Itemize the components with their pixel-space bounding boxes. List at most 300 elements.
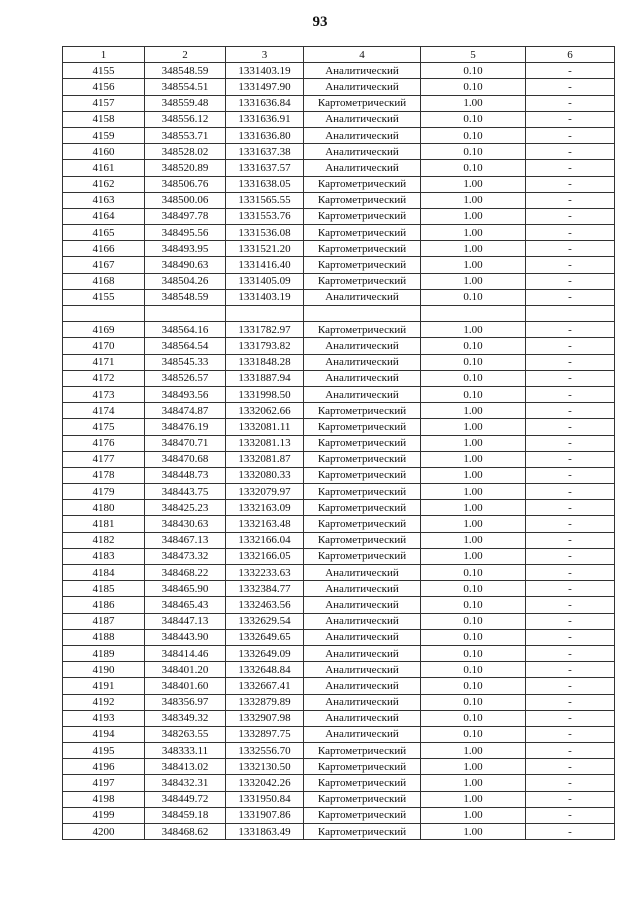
column-header-4: 4 xyxy=(304,47,421,63)
method-cell: Аналитический xyxy=(304,370,421,386)
accuracy-cell: 1.00 xyxy=(421,176,526,192)
y-coordinate-cell: 1332907.98 xyxy=(226,710,304,726)
x-coordinate-cell: 348493.56 xyxy=(145,386,226,402)
y-coordinate-cell: 1332649.09 xyxy=(226,645,304,661)
x-coordinate-cell: 348356.97 xyxy=(145,694,226,710)
accuracy-cell: 0.10 xyxy=(421,662,526,678)
accuracy-cell: 1.00 xyxy=(421,435,526,451)
table-row xyxy=(63,710,615,726)
accuracy-cell: 0.10 xyxy=(421,565,526,581)
table-row xyxy=(63,176,615,192)
table-row xyxy=(63,516,615,532)
point-number-cell xyxy=(63,306,145,322)
method-cell: Картометрический xyxy=(304,451,421,467)
method-cell: Картометрический xyxy=(304,484,421,500)
point-number-cell: 4175 xyxy=(63,419,145,435)
method-cell: Аналитический xyxy=(304,645,421,661)
table-row xyxy=(63,63,615,79)
point-number-cell: 4195 xyxy=(63,743,145,759)
y-coordinate-cell: 1331536.08 xyxy=(226,225,304,241)
note-cell: - xyxy=(526,403,615,419)
accuracy-cell: 0.10 xyxy=(421,581,526,597)
accuracy-cell: 0.10 xyxy=(421,597,526,613)
accuracy-cell: 0.10 xyxy=(421,127,526,143)
accuracy-cell: 1.00 xyxy=(421,241,526,257)
accuracy-cell: 1.00 xyxy=(421,743,526,759)
point-number-cell: 4156 xyxy=(63,79,145,95)
y-coordinate-cell: 1331637.57 xyxy=(226,160,304,176)
x-coordinate-cell: 348425.23 xyxy=(145,500,226,516)
accuracy-cell: 1.00 xyxy=(421,257,526,273)
table-body xyxy=(63,63,615,840)
point-number-cell: 4176 xyxy=(63,435,145,451)
y-coordinate-cell: 1332080.33 xyxy=(226,467,304,483)
accuracy-cell: 0.10 xyxy=(421,160,526,176)
method-cell: Картометрический xyxy=(304,322,421,338)
y-coordinate-cell: 1331636.84 xyxy=(226,95,304,111)
point-number-cell: 4158 xyxy=(63,111,145,127)
method-cell: Аналитический xyxy=(304,678,421,694)
table-row xyxy=(63,824,615,840)
y-coordinate-cell: 1331636.91 xyxy=(226,111,304,127)
point-number-cell: 4155 xyxy=(63,63,145,79)
x-coordinate-cell: 348545.33 xyxy=(145,354,226,370)
point-number-cell: 4182 xyxy=(63,532,145,548)
point-number-cell: 4184 xyxy=(63,565,145,581)
y-coordinate-cell: 1331497.90 xyxy=(226,79,304,95)
table-row xyxy=(63,759,615,775)
accuracy-cell xyxy=(421,306,526,322)
x-coordinate-cell: 348528.02 xyxy=(145,144,226,160)
method-cell: Картометрический xyxy=(304,95,421,111)
accuracy-cell: 1.00 xyxy=(421,807,526,823)
note-cell: - xyxy=(526,791,615,807)
table-row xyxy=(63,726,615,742)
note-cell: - xyxy=(526,225,615,241)
accuracy-cell: 0.10 xyxy=(421,710,526,726)
note-cell: - xyxy=(526,338,615,354)
y-coordinate-cell: 1331565.55 xyxy=(226,192,304,208)
y-coordinate-cell: 1332166.04 xyxy=(226,532,304,548)
table-row xyxy=(63,629,615,645)
method-cell: Картометрический xyxy=(304,192,421,208)
y-coordinate-cell: 1332079.97 xyxy=(226,484,304,500)
y-coordinate-cell: 1332233.63 xyxy=(226,565,304,581)
x-coordinate-cell: 348553.71 xyxy=(145,127,226,143)
column-header-6: 6 xyxy=(526,47,615,63)
x-coordinate-cell: 348470.71 xyxy=(145,435,226,451)
y-coordinate-cell: 1332384.77 xyxy=(226,581,304,597)
table-row xyxy=(63,225,615,241)
x-coordinate-cell: 348506.76 xyxy=(145,176,226,192)
accuracy-cell: 1.00 xyxy=(421,467,526,483)
note-cell: - xyxy=(526,645,615,661)
table-row xyxy=(63,354,615,370)
note-cell: - xyxy=(526,241,615,257)
method-cell: Аналитический xyxy=(304,338,421,354)
point-number-cell: 4161 xyxy=(63,160,145,176)
note-cell: - xyxy=(526,176,615,192)
note-cell: - xyxy=(526,451,615,467)
x-coordinate-cell: 348432.31 xyxy=(145,775,226,791)
note-cell: - xyxy=(526,386,615,402)
table-row xyxy=(63,743,615,759)
note-cell: - xyxy=(526,273,615,289)
point-number-cell: 4185 xyxy=(63,581,145,597)
point-number-cell: 4177 xyxy=(63,451,145,467)
note-cell: - xyxy=(526,370,615,386)
method-cell: Аналитический xyxy=(304,694,421,710)
method-cell: Аналитический xyxy=(304,386,421,402)
method-cell: Аналитический xyxy=(304,629,421,645)
y-coordinate-cell: 1331405.09 xyxy=(226,273,304,289)
accuracy-cell: 0.10 xyxy=(421,111,526,127)
table-row xyxy=(63,775,615,791)
y-coordinate-cell: 1332081.11 xyxy=(226,419,304,435)
table-row xyxy=(63,435,615,451)
point-number-cell: 4164 xyxy=(63,208,145,224)
point-number-cell: 4168 xyxy=(63,273,145,289)
accuracy-cell: 0.10 xyxy=(421,338,526,354)
note-cell: - xyxy=(526,160,615,176)
table-row xyxy=(63,467,615,483)
accuracy-cell: 0.10 xyxy=(421,386,526,402)
note-cell: - xyxy=(526,613,615,629)
note-cell: - xyxy=(526,710,615,726)
table-row xyxy=(63,289,615,305)
y-coordinate-cell: 1331403.19 xyxy=(226,289,304,305)
point-number-cell: 4191 xyxy=(63,678,145,694)
point-number-cell: 4179 xyxy=(63,484,145,500)
note-cell: - xyxy=(526,694,615,710)
y-coordinate-cell: 1331907.86 xyxy=(226,807,304,823)
y-coordinate-cell: 1332163.48 xyxy=(226,516,304,532)
method-cell: Аналитический xyxy=(304,613,421,629)
accuracy-cell: 1.00 xyxy=(421,759,526,775)
accuracy-cell: 1.00 xyxy=(421,95,526,111)
method-cell: Картометрический xyxy=(304,759,421,775)
accuracy-cell: 0.10 xyxy=(421,613,526,629)
accuracy-cell: 1.00 xyxy=(421,451,526,467)
note-cell xyxy=(526,306,615,322)
coordinates-table xyxy=(62,46,615,840)
note-cell: - xyxy=(526,759,615,775)
point-number-cell: 4166 xyxy=(63,241,145,257)
table-row xyxy=(63,645,615,661)
table-row xyxy=(63,419,615,435)
point-number-cell: 4167 xyxy=(63,257,145,273)
page-number: 93 xyxy=(312,14,328,30)
point-number-cell: 4172 xyxy=(63,370,145,386)
method-cell: Картометрический xyxy=(304,435,421,451)
note-cell: - xyxy=(526,63,615,79)
point-number-cell: 4178 xyxy=(63,467,145,483)
method-cell: Аналитический xyxy=(304,111,421,127)
x-coordinate-cell: 348333.11 xyxy=(145,743,226,759)
table-row xyxy=(63,791,615,807)
point-number-cell: 4192 xyxy=(63,694,145,710)
x-coordinate-cell: 348473.32 xyxy=(145,548,226,564)
table-row xyxy=(63,111,615,127)
x-coordinate-cell: 348548.59 xyxy=(145,289,226,305)
accuracy-cell: 1.00 xyxy=(421,532,526,548)
accuracy-cell: 1.00 xyxy=(421,516,526,532)
x-coordinate-cell: 348476.19 xyxy=(145,419,226,435)
point-number-cell: 4157 xyxy=(63,95,145,111)
table-row xyxy=(63,208,615,224)
point-number-cell: 4171 xyxy=(63,354,145,370)
method-cell: Аналитический xyxy=(304,662,421,678)
table-row xyxy=(63,500,615,516)
y-coordinate-cell: 1332649.65 xyxy=(226,629,304,645)
x-coordinate-cell: 348468.62 xyxy=(145,824,226,840)
note-cell: - xyxy=(526,565,615,581)
method-cell: Картометрический xyxy=(304,500,421,516)
point-number-cell: 4180 xyxy=(63,500,145,516)
note-cell: - xyxy=(526,548,615,564)
x-coordinate-cell: 348493.95 xyxy=(145,241,226,257)
point-number-cell: 4165 xyxy=(63,225,145,241)
method-cell: Картометрический xyxy=(304,208,421,224)
point-number-cell: 4196 xyxy=(63,759,145,775)
note-cell: - xyxy=(526,111,615,127)
table-row xyxy=(63,306,615,322)
method-cell: Картометрический xyxy=(304,775,421,791)
method-cell: Картометрический xyxy=(304,467,421,483)
method-cell: Картометрический xyxy=(304,225,421,241)
note-cell: - xyxy=(526,95,615,111)
point-number-cell: 4174 xyxy=(63,403,145,419)
note-cell: - xyxy=(526,726,615,742)
y-coordinate-cell: 1331863.49 xyxy=(226,824,304,840)
y-coordinate-cell: 1332130.50 xyxy=(226,759,304,775)
x-coordinate-cell: 348548.59 xyxy=(145,63,226,79)
table-row xyxy=(63,144,615,160)
x-coordinate-cell: 348467.13 xyxy=(145,532,226,548)
note-cell: - xyxy=(526,629,615,645)
accuracy-cell: 0.10 xyxy=(421,354,526,370)
accuracy-cell: 0.10 xyxy=(421,289,526,305)
table-row xyxy=(63,95,615,111)
method-cell: Картометрический xyxy=(304,176,421,192)
table-row xyxy=(63,451,615,467)
accuracy-cell: 1.00 xyxy=(421,419,526,435)
note-cell: - xyxy=(526,208,615,224)
x-coordinate-cell: 348465.90 xyxy=(145,581,226,597)
accuracy-cell: 0.10 xyxy=(421,678,526,694)
y-coordinate-cell: 1332667.41 xyxy=(226,678,304,694)
point-number-cell: 4193 xyxy=(63,710,145,726)
y-coordinate-cell: 1331638.05 xyxy=(226,176,304,192)
y-coordinate-cell: 1332629.54 xyxy=(226,613,304,629)
x-coordinate-cell: 348474.87 xyxy=(145,403,226,419)
x-coordinate-cell: 348468.22 xyxy=(145,565,226,581)
note-cell: - xyxy=(526,532,615,548)
accuracy-cell: 1.00 xyxy=(421,548,526,564)
method-cell: Картометрический xyxy=(304,791,421,807)
table-row xyxy=(63,160,615,176)
note-cell: - xyxy=(526,743,615,759)
y-coordinate-cell: 1331416.40 xyxy=(226,257,304,273)
x-coordinate-cell: 348520.89 xyxy=(145,160,226,176)
point-number-cell: 4190 xyxy=(63,662,145,678)
point-number-cell: 4159 xyxy=(63,127,145,143)
note-cell: - xyxy=(526,807,615,823)
table-row xyxy=(63,241,615,257)
point-number-cell: 4197 xyxy=(63,775,145,791)
point-number-cell: 4200 xyxy=(63,824,145,840)
note-cell: - xyxy=(526,678,615,694)
point-number-cell: 4169 xyxy=(63,322,145,338)
y-coordinate-cell: 1332879.89 xyxy=(226,694,304,710)
accuracy-cell: 1.00 xyxy=(421,791,526,807)
x-coordinate-cell: 348470.68 xyxy=(145,451,226,467)
method-cell: Картометрический xyxy=(304,548,421,564)
table-row xyxy=(63,79,615,95)
method-cell xyxy=(304,306,421,322)
x-coordinate-cell: 348554.51 xyxy=(145,79,226,95)
point-number-cell: 4199 xyxy=(63,807,145,823)
note-cell: - xyxy=(526,484,615,500)
y-coordinate-cell: 1331793.82 xyxy=(226,338,304,354)
table-row xyxy=(63,370,615,386)
point-number-cell: 4187 xyxy=(63,613,145,629)
point-number-cell: 4170 xyxy=(63,338,145,354)
accuracy-cell: 1.00 xyxy=(421,225,526,241)
accuracy-cell: 1.00 xyxy=(421,824,526,840)
point-number-cell: 4163 xyxy=(63,192,145,208)
point-number-cell: 4189 xyxy=(63,645,145,661)
method-cell: Аналитический xyxy=(304,710,421,726)
y-coordinate-cell: 1331848.28 xyxy=(226,354,304,370)
table-row xyxy=(63,807,615,823)
accuracy-cell: 1.00 xyxy=(421,403,526,419)
point-number-cell: 4155 xyxy=(63,289,145,305)
y-coordinate-cell: 1331553.76 xyxy=(226,208,304,224)
y-coordinate-cell: 1331636.80 xyxy=(226,127,304,143)
y-coordinate-cell: 1332556.70 xyxy=(226,743,304,759)
method-cell: Картометрический xyxy=(304,403,421,419)
accuracy-cell: 1.00 xyxy=(421,500,526,516)
point-number-cell: 4181 xyxy=(63,516,145,532)
y-coordinate-cell: 1332463.56 xyxy=(226,597,304,613)
table-row xyxy=(63,678,615,694)
x-coordinate-cell: 348447.13 xyxy=(145,613,226,629)
method-cell: Картометрический xyxy=(304,257,421,273)
note-cell: - xyxy=(526,419,615,435)
note-cell: - xyxy=(526,467,615,483)
y-coordinate-cell: 1332062.66 xyxy=(226,403,304,419)
point-number-cell: 4186 xyxy=(63,597,145,613)
y-coordinate-cell: 1332166.05 xyxy=(226,548,304,564)
column-header-1: 1 xyxy=(63,47,145,63)
note-cell: - xyxy=(526,435,615,451)
table-row xyxy=(63,386,615,402)
y-coordinate-cell: 1331782.97 xyxy=(226,322,304,338)
accuracy-cell: 0.10 xyxy=(421,629,526,645)
table-row xyxy=(63,403,615,419)
point-number-cell: 4198 xyxy=(63,791,145,807)
method-cell: Картометрический xyxy=(304,532,421,548)
y-coordinate-cell: 1332163.09 xyxy=(226,500,304,516)
note-cell: - xyxy=(526,516,615,532)
accuracy-cell: 0.10 xyxy=(421,370,526,386)
x-coordinate-cell: 348430.63 xyxy=(145,516,226,532)
note-cell: - xyxy=(526,127,615,143)
method-cell: Аналитический xyxy=(304,581,421,597)
x-coordinate-cell: 348263.55 xyxy=(145,726,226,742)
column-header-3: 3 xyxy=(226,47,304,63)
y-coordinate-cell: 1331998.50 xyxy=(226,386,304,402)
note-cell: - xyxy=(526,662,615,678)
point-number-cell: 4183 xyxy=(63,548,145,564)
y-coordinate-cell: 1332897.75 xyxy=(226,726,304,742)
x-coordinate-cell: 348559.48 xyxy=(145,95,226,111)
y-coordinate-cell: 1332042.26 xyxy=(226,775,304,791)
table-row xyxy=(63,273,615,289)
x-coordinate-cell: 348414.46 xyxy=(145,645,226,661)
method-cell: Картометрический xyxy=(304,743,421,759)
method-cell: Аналитический xyxy=(304,289,421,305)
accuracy-cell: 0.10 xyxy=(421,694,526,710)
note-cell: - xyxy=(526,144,615,160)
column-header-5: 5 xyxy=(421,47,526,63)
x-coordinate-cell xyxy=(145,306,226,322)
x-coordinate-cell: 348349.32 xyxy=(145,710,226,726)
y-coordinate-cell: 1332648.84 xyxy=(226,662,304,678)
accuracy-cell: 1.00 xyxy=(421,322,526,338)
x-coordinate-cell: 348443.75 xyxy=(145,484,226,500)
x-coordinate-cell: 348495.56 xyxy=(145,225,226,241)
table-row xyxy=(63,694,615,710)
accuracy-cell: 1.00 xyxy=(421,775,526,791)
method-cell: Картометрический xyxy=(304,241,421,257)
x-coordinate-cell: 348413.02 xyxy=(145,759,226,775)
table-row xyxy=(63,581,615,597)
note-cell: - xyxy=(526,322,615,338)
y-coordinate-cell: 1332081.13 xyxy=(226,435,304,451)
accuracy-cell: 0.10 xyxy=(421,726,526,742)
accuracy-cell: 0.10 xyxy=(421,144,526,160)
column-header-2: 2 xyxy=(145,47,226,63)
note-cell: - xyxy=(526,289,615,305)
y-coordinate-cell xyxy=(226,306,304,322)
table-row xyxy=(63,257,615,273)
accuracy-cell: 1.00 xyxy=(421,208,526,224)
y-coordinate-cell: 1331521.20 xyxy=(226,241,304,257)
method-cell: Аналитический xyxy=(304,79,421,95)
table-row xyxy=(63,548,615,564)
x-coordinate-cell: 348564.16 xyxy=(145,322,226,338)
method-cell: Картометрический xyxy=(304,419,421,435)
x-coordinate-cell: 348497.78 xyxy=(145,208,226,224)
accuracy-cell: 1.00 xyxy=(421,484,526,500)
table-row xyxy=(63,192,615,208)
x-coordinate-cell: 348564.54 xyxy=(145,338,226,354)
point-number-cell: 4162 xyxy=(63,176,145,192)
table-row xyxy=(63,338,615,354)
point-number-cell: 4160 xyxy=(63,144,145,160)
note-cell: - xyxy=(526,597,615,613)
note-cell: - xyxy=(526,824,615,840)
accuracy-cell: 0.10 xyxy=(421,645,526,661)
note-cell: - xyxy=(526,79,615,95)
table-row xyxy=(63,127,615,143)
y-coordinate-cell: 1332081.87 xyxy=(226,451,304,467)
y-coordinate-cell: 1331637.38 xyxy=(226,144,304,160)
table-header-row xyxy=(63,47,615,63)
x-coordinate-cell: 348504.26 xyxy=(145,273,226,289)
